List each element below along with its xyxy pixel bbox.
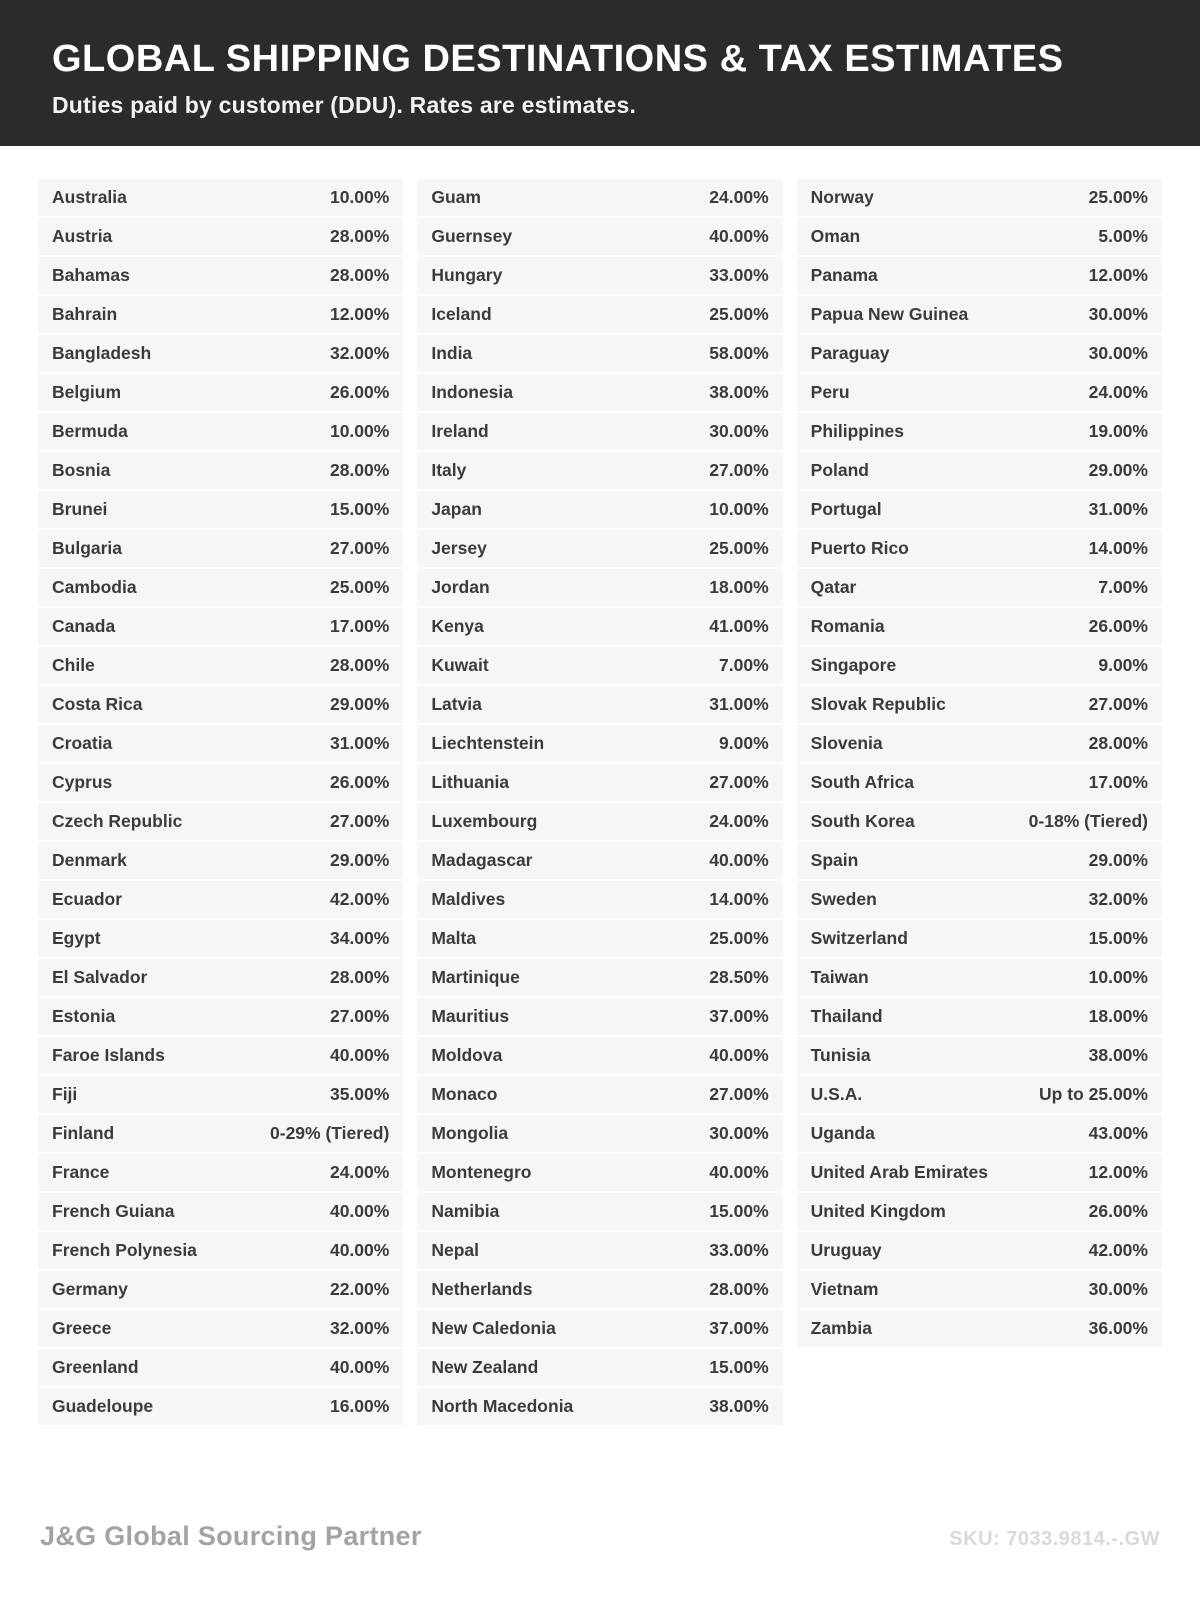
tax-rate: 28.00% <box>329 226 390 246</box>
tax-rate: 22.00% <box>329 1279 390 1299</box>
rate-row <box>38 452 403 489</box>
country-name: Monaco <box>431 1084 498 1104</box>
country-name: Moldova <box>431 1045 503 1065</box>
rate-row <box>38 842 403 879</box>
tax-rate: 26.00% <box>329 382 390 402</box>
rate-row <box>797 842 1162 879</box>
rate-row <box>797 335 1162 372</box>
country-name: Latvia <box>431 694 482 714</box>
country-name: Madagascar <box>431 850 533 870</box>
tax-rate: 28.00% <box>329 655 390 675</box>
rate-row <box>38 1115 403 1152</box>
country-name: Austria <box>52 226 113 246</box>
tax-rate: 41.00% <box>709 616 769 636</box>
tax-rate: 27.00% <box>1088 694 1148 714</box>
rate-row <box>38 1076 403 1113</box>
rate-row <box>417 1310 782 1347</box>
rate-row <box>38 179 403 216</box>
country-name: South Africa <box>810 772 915 792</box>
header-banner <box>0 0 1200 146</box>
tax-rate: 31.00% <box>329 733 390 753</box>
country-name: Bermuda <box>52 421 128 441</box>
tax-rate: 28.00% <box>329 967 390 987</box>
rate-row <box>417 530 782 567</box>
rate-row <box>417 1271 782 1308</box>
country-name: Costa Rica <box>52 694 143 714</box>
tax-rate: 29.00% <box>329 850 390 870</box>
rate-row <box>797 1037 1162 1074</box>
tax-rate: 28.00% <box>709 1279 769 1299</box>
country-name: Bosnia <box>52 460 111 480</box>
country-name: U.S.A. <box>810 1084 863 1104</box>
country-name: Switzerland <box>810 928 908 948</box>
country-name: United Kingdom <box>810 1201 946 1221</box>
rate-row <box>38 374 403 411</box>
tax-rate: 33.00% <box>709 265 769 285</box>
country-name: Uganda <box>810 1123 875 1143</box>
tax-rate: 25.00% <box>329 577 390 597</box>
rate-row <box>797 374 1162 411</box>
tax-rate: 10.00% <box>709 499 769 519</box>
country-name: New Zealand <box>431 1357 539 1377</box>
country-name: Greenland <box>52 1357 139 1377</box>
rate-row <box>417 998 782 1035</box>
country-name: Romania <box>810 616 885 636</box>
rate-row <box>38 1037 403 1074</box>
country-name: Tunisia <box>810 1045 871 1065</box>
page-subtitle: Duties paid by customer (DDU). Rates are estimates. <box>52 92 637 118</box>
country-name: Malta <box>431 928 477 948</box>
tax-rate: 24.00% <box>329 1162 390 1182</box>
tax-rate: 28.50% <box>709 967 769 987</box>
tax-rate: 25.00% <box>709 928 769 948</box>
rate-row <box>797 530 1162 567</box>
tax-rate: 10.00% <box>329 187 390 207</box>
tax-rate: 38.00% <box>1088 1045 1148 1065</box>
country-name: Philippines <box>810 421 905 441</box>
rate-row <box>417 1388 782 1425</box>
tax-rate: 40.00% <box>709 226 769 246</box>
country-name: Fiji <box>52 1084 78 1104</box>
rate-row <box>797 1154 1162 1191</box>
country-name: Namibia <box>431 1201 500 1221</box>
country-name: Jersey <box>431 538 487 558</box>
tax-rate: 7.00% <box>1098 577 1148 597</box>
rates-column-3 <box>797 179 1162 1427</box>
country-name: Slovak Republic <box>810 694 946 714</box>
tax-rate: 9.00% <box>719 733 769 753</box>
rate-row <box>38 764 403 801</box>
tax-rate: 0-29% (Tiered) <box>270 1123 390 1143</box>
tax-rate: 14.00% <box>709 889 769 909</box>
rate-row <box>417 725 782 762</box>
tax-rate: 34.00% <box>329 928 390 948</box>
country-name: Bulgaria <box>52 538 123 558</box>
country-name: Finland <box>52 1123 115 1143</box>
rate-row <box>38 1271 403 1308</box>
country-name: Slovenia <box>810 733 883 753</box>
country-name: Qatar <box>810 577 857 597</box>
country-name: Peru <box>810 382 850 402</box>
country-name: Netherlands <box>431 1279 533 1299</box>
country-name: Germany <box>52 1279 128 1299</box>
tax-rate: 10.00% <box>1088 967 1148 987</box>
tax-rate: 24.00% <box>1088 382 1148 402</box>
tax-rate: 30.00% <box>709 1123 769 1143</box>
country-name: El Salvador <box>52 967 148 987</box>
rate-row <box>417 881 782 918</box>
country-name: Cambodia <box>52 577 137 597</box>
rate-row <box>38 608 403 645</box>
rate-row <box>38 413 403 450</box>
country-name: Ireland <box>431 421 489 441</box>
country-name: Egypt <box>52 928 101 948</box>
rate-row <box>417 569 782 606</box>
tax-rate: 0-18% (Tiered) <box>1028 811 1148 831</box>
rate-row <box>417 374 782 411</box>
rate-row <box>797 608 1162 645</box>
rate-row <box>38 335 403 372</box>
country-name: Uruguay <box>810 1240 882 1260</box>
country-name: North Macedonia <box>431 1396 574 1416</box>
tax-rate: 28.00% <box>329 265 390 285</box>
tax-rate: 28.00% <box>329 460 390 480</box>
country-name: Ecuador <box>52 889 123 909</box>
rate-row <box>38 218 403 255</box>
rate-row <box>797 179 1162 216</box>
tax-rate: 30.00% <box>1088 343 1148 363</box>
rate-row <box>797 491 1162 528</box>
tax-rate: 19.00% <box>1088 421 1148 441</box>
rate-row <box>797 647 1162 684</box>
country-name: Hungary <box>431 265 503 285</box>
rate-row <box>797 803 1162 840</box>
tax-rate: 26.00% <box>1088 616 1148 636</box>
country-name: Jordan <box>431 577 490 597</box>
rate-row <box>417 764 782 801</box>
country-name: Italy <box>431 460 467 480</box>
rate-row <box>38 803 403 840</box>
country-name: France <box>52 1162 110 1182</box>
rate-row <box>38 686 403 723</box>
country-name: Belgium <box>52 382 122 402</box>
country-name: Papua New Guinea <box>810 304 969 324</box>
country-name: Kuwait <box>431 655 489 675</box>
tax-rate: 29.00% <box>1088 850 1148 870</box>
rate-row <box>797 920 1162 957</box>
rate-row <box>38 647 403 684</box>
brand-text: J&G Global Sourcing Partner <box>40 1521 422 1551</box>
rate-row <box>38 920 403 957</box>
rate-row <box>417 1193 782 1230</box>
tax-rate: 42.00% <box>1088 1240 1148 1260</box>
tax-rate: 58.00% <box>709 343 769 363</box>
country-name: Guadeloupe <box>52 1396 154 1416</box>
country-name: Faroe Islands <box>52 1045 165 1065</box>
tax-rate: 35.00% <box>329 1084 390 1104</box>
rate-row <box>38 257 403 294</box>
country-name: Bahamas <box>52 265 130 285</box>
country-name: Vietnam <box>810 1279 879 1299</box>
country-name: Cyprus <box>52 772 113 792</box>
country-name: Paraguay <box>810 343 890 363</box>
rate-row <box>797 218 1162 255</box>
rate-row <box>797 1115 1162 1152</box>
country-name: Bahrain <box>52 304 118 324</box>
country-name: Lithuania <box>431 772 510 792</box>
country-name: Bangladesh <box>52 343 152 363</box>
country-name: Poland <box>810 460 869 480</box>
tax-rate: 17.00% <box>1088 772 1148 792</box>
rate-row <box>38 491 403 528</box>
tax-rate: Up to 25.00% <box>1039 1084 1148 1104</box>
tax-rate: 14.00% <box>1088 538 1148 558</box>
rate-row <box>417 1154 782 1191</box>
tax-rate: 15.00% <box>1088 928 1148 948</box>
tax-rate: 40.00% <box>709 1162 769 1182</box>
tax-rate: 15.00% <box>709 1357 769 1377</box>
rate-row <box>417 257 782 294</box>
rate-row <box>417 491 782 528</box>
country-name: Norway <box>810 187 874 207</box>
rate-row <box>417 179 782 216</box>
tax-rate: 30.00% <box>709 421 769 441</box>
tax-rate: 12.00% <box>329 304 390 324</box>
tax-rate: 25.00% <box>1088 187 1148 207</box>
rate-row <box>38 1310 403 1347</box>
country-name: Zambia <box>810 1318 872 1338</box>
rate-row <box>417 296 782 333</box>
tax-rate: 25.00% <box>709 304 769 324</box>
country-name: Martinique <box>431 967 520 987</box>
rate-row <box>417 920 782 957</box>
tax-rate: 38.00% <box>709 1396 769 1416</box>
tax-rate: 18.00% <box>709 577 769 597</box>
country-name: Greece <box>52 1318 112 1338</box>
country-name: Luxembourg <box>431 811 538 831</box>
tax-rate: 40.00% <box>329 1045 390 1065</box>
country-name: French Polynesia <box>52 1240 197 1260</box>
tax-rate: 24.00% <box>709 811 769 831</box>
rate-row <box>797 296 1162 333</box>
country-name: Brunei <box>52 499 108 519</box>
country-name: Estonia <box>52 1006 116 1026</box>
country-name: Taiwan <box>810 967 869 987</box>
tax-rate: 40.00% <box>709 850 769 870</box>
tax-rate: 26.00% <box>1088 1201 1148 1221</box>
country-name: Nepal <box>431 1240 479 1260</box>
rate-row <box>797 725 1162 762</box>
country-name: New Caledonia <box>431 1318 556 1338</box>
tax-rate: 30.00% <box>1088 1279 1148 1299</box>
tax-rate: 28.00% <box>1088 733 1148 753</box>
country-name: Canada <box>52 616 116 636</box>
country-name: Australia <box>52 187 127 207</box>
tax-rate: 9.00% <box>1098 655 1148 675</box>
tax-rate: 18.00% <box>1088 1006 1148 1026</box>
rate-row <box>417 608 782 645</box>
rate-row <box>417 335 782 372</box>
rate-row <box>417 1349 782 1386</box>
tax-rate: 32.00% <box>329 1318 390 1338</box>
rate-row <box>417 218 782 255</box>
country-name: Sweden <box>810 889 877 909</box>
tax-rate: 15.00% <box>709 1201 769 1221</box>
rate-row <box>797 569 1162 606</box>
country-name: Mauritius <box>431 1006 510 1026</box>
tax-rate: 38.00% <box>709 382 769 402</box>
rate-row <box>797 1310 1162 1347</box>
country-name: Montenegro <box>431 1162 532 1182</box>
rate-row <box>417 1076 782 1113</box>
rate-row <box>417 1232 782 1269</box>
country-name: India <box>431 343 473 363</box>
rate-row <box>417 803 782 840</box>
tax-rate: 36.00% <box>1088 1318 1148 1338</box>
sku-text: SKU: 7033.9814.-.GW <box>949 1528 1160 1550</box>
tax-rate: 29.00% <box>329 694 390 714</box>
tax-rate: 40.00% <box>329 1357 390 1377</box>
country-name: Portugal <box>810 499 882 519</box>
rate-row <box>797 959 1162 996</box>
page-title: GLOBAL SHIPPING DESTINATIONS & TAX ESTIMATES <box>52 38 1064 80</box>
rate-row <box>417 842 782 879</box>
tax-rate: 5.00% <box>1098 226 1148 246</box>
country-name: Kenya <box>431 616 484 636</box>
rate-row <box>38 1349 403 1386</box>
footer <box>40 1521 1160 1552</box>
country-name: United Arab Emirates <box>810 1162 988 1182</box>
rate-row <box>38 998 403 1035</box>
rate-row <box>797 413 1162 450</box>
tax-rate: 37.00% <box>709 1318 769 1338</box>
rate-row <box>797 1271 1162 1308</box>
tax-rate: 31.00% <box>709 694 769 714</box>
tax-rate: 27.00% <box>329 811 390 831</box>
rate-row <box>38 530 403 567</box>
tax-rate: 33.00% <box>709 1240 769 1260</box>
tax-rate: 42.00% <box>329 889 390 909</box>
country-name: Spain <box>810 850 859 870</box>
tax-rate: 12.00% <box>1088 265 1148 285</box>
tax-rate: 27.00% <box>709 772 769 792</box>
rate-row <box>417 959 782 996</box>
tax-rate: 16.00% <box>329 1396 390 1416</box>
tax-rate: 32.00% <box>1088 889 1148 909</box>
country-name: Thailand <box>810 1006 883 1026</box>
country-name: Singapore <box>810 655 897 675</box>
rates-column-1 <box>38 179 403 1427</box>
rate-row <box>38 569 403 606</box>
tax-rate: 37.00% <box>709 1006 769 1026</box>
tax-rate: 25.00% <box>709 538 769 558</box>
tax-rate: 26.00% <box>329 772 390 792</box>
rate-row <box>38 296 403 333</box>
country-name: Chile <box>52 655 95 675</box>
tax-rate: 31.00% <box>1088 499 1148 519</box>
tax-rate: 7.00% <box>719 655 769 675</box>
tax-rate: 30.00% <box>1088 304 1148 324</box>
rate-row <box>38 1193 403 1230</box>
country-name: Japan <box>431 499 482 519</box>
rate-row <box>417 452 782 489</box>
country-name: Czech Republic <box>52 811 183 831</box>
rate-row <box>38 1388 403 1425</box>
tax-rate: 40.00% <box>329 1240 390 1260</box>
rates-column-2 <box>417 179 782 1427</box>
rate-row <box>417 413 782 450</box>
tax-rate: 10.00% <box>329 421 390 441</box>
rate-row <box>797 881 1162 918</box>
rate-row <box>797 764 1162 801</box>
country-name: Puerto Rico <box>810 538 909 558</box>
rate-row <box>417 686 782 723</box>
tax-rate: 27.00% <box>709 1084 769 1104</box>
tax-rate: 40.00% <box>329 1201 390 1221</box>
rate-row <box>417 1037 782 1074</box>
tax-rate: 17.00% <box>329 616 390 636</box>
rate-row <box>797 998 1162 1035</box>
rates-table <box>38 179 1162 1427</box>
country-name: Oman <box>810 226 861 246</box>
country-name: French Guiana <box>52 1201 175 1221</box>
tax-rate: 24.00% <box>709 187 769 207</box>
rate-row <box>38 1154 403 1191</box>
country-name: Guernsey <box>431 226 513 246</box>
tax-rate: 12.00% <box>1088 1162 1148 1182</box>
rate-row <box>797 452 1162 489</box>
tax-rate: 40.00% <box>709 1045 769 1065</box>
tax-rate: 27.00% <box>709 460 769 480</box>
country-name: Croatia <box>52 733 113 753</box>
tax-rate: 27.00% <box>329 538 390 558</box>
rate-row <box>797 1076 1162 1113</box>
country-name: Guam <box>431 187 481 207</box>
rate-row <box>38 725 403 762</box>
rate-row <box>38 1232 403 1269</box>
tax-rate: 32.00% <box>329 343 390 363</box>
rate-row <box>417 647 782 684</box>
country-name: Maldives <box>431 889 506 909</box>
rate-row <box>797 686 1162 723</box>
rate-row <box>797 257 1162 294</box>
tax-rate: 43.00% <box>1088 1123 1148 1143</box>
rate-row <box>38 959 403 996</box>
country-name: Mongolia <box>431 1123 509 1143</box>
rate-row <box>417 1115 782 1152</box>
rate-row <box>797 1232 1162 1269</box>
country-name: South Korea <box>810 811 915 831</box>
country-name: Denmark <box>52 850 127 870</box>
country-name: Liechtenstein <box>431 733 545 753</box>
country-name: Iceland <box>431 304 492 324</box>
tax-rate: 27.00% <box>329 1006 390 1026</box>
country-name: Indonesia <box>431 382 514 402</box>
tax-rate: 29.00% <box>1088 460 1148 480</box>
rate-row <box>38 881 403 918</box>
country-name: Panama <box>810 265 878 285</box>
rate-row <box>797 1193 1162 1230</box>
tax-rate: 15.00% <box>329 499 390 519</box>
